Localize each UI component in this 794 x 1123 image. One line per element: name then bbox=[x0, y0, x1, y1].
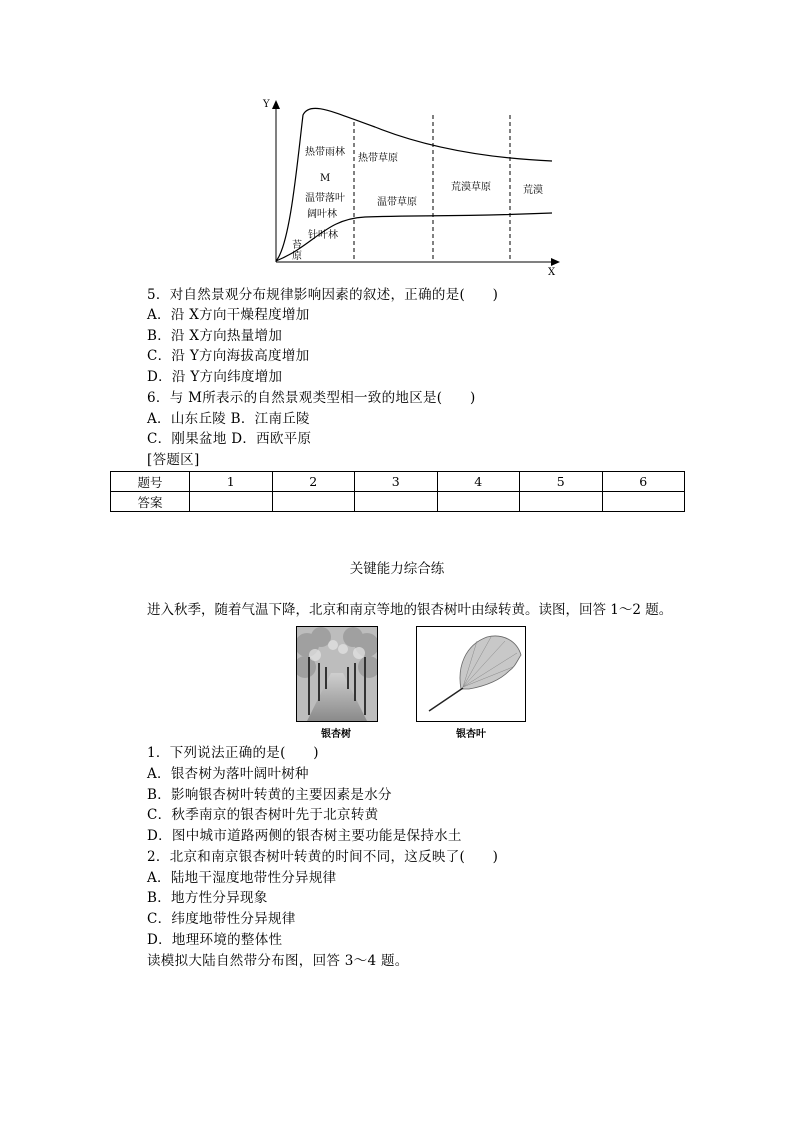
option-1d: D．图中城市道路两侧的银杏树主要功能是保持水土 bbox=[147, 828, 462, 844]
table-number: 4 bbox=[437, 472, 520, 492]
label-temperate-deciduous-2: 阔叶林 bbox=[307, 209, 337, 220]
label-desert-grassland: 荒漠草原 bbox=[451, 182, 491, 193]
answer-area-label: [答题区] bbox=[147, 452, 200, 468]
table-header-label: 题号 bbox=[111, 472, 190, 492]
option-1c: C．秋季南京的银杏树叶先于北京转黄 bbox=[147, 807, 379, 823]
option-6cd: C．刚果盆地 D．西欧平原 bbox=[147, 431, 312, 447]
question-1: 1．下列说法正确的是( ) bbox=[147, 745, 319, 761]
option-1a: A．银杏树为落叶阔叶树种 bbox=[147, 766, 309, 782]
option-6ab: A．山东丘陵 B．江南丘陵 bbox=[147, 411, 310, 427]
natural-zone-diagram bbox=[255, 95, 565, 280]
table-number: 5 bbox=[520, 472, 603, 492]
option-5b: B．沿 X方向热量增加 bbox=[147, 328, 283, 344]
option-2d: D．地理环境的整体性 bbox=[147, 932, 283, 948]
y-axis-arrow bbox=[272, 100, 280, 109]
ginkgo-leaf-photo bbox=[416, 626, 526, 722]
answer-cell[interactable] bbox=[355, 492, 438, 512]
ginkgo-leaf-caption: 银杏叶 bbox=[456, 729, 486, 740]
table-row-numbers bbox=[111, 472, 685, 492]
option-5c: C．沿 Y方向海拔高度增加 bbox=[147, 348, 310, 364]
answer-cell[interactable] bbox=[520, 492, 603, 512]
label-m: M bbox=[320, 173, 331, 184]
question-2: 2．北京和南京银杏树叶转黄的时间不同，这反映了( ) bbox=[147, 849, 499, 865]
label-tropical-grassland: 热带草原 bbox=[358, 153, 398, 164]
label-desert: 荒漠 bbox=[523, 185, 543, 196]
answer-cell[interactable] bbox=[602, 492, 685, 512]
label-temperate-deciduous-1: 温带落叶 bbox=[305, 193, 345, 204]
x-axis-label: X bbox=[548, 267, 556, 278]
x-axis-arrow bbox=[551, 258, 560, 266]
label-tundra-1: 苔 bbox=[292, 240, 302, 251]
table-number: 2 bbox=[272, 472, 355, 492]
label-tropical-rainforest: 热带雨林 bbox=[305, 147, 345, 158]
table-answer-label: 答案 bbox=[111, 492, 190, 512]
option-5d: D．沿 Y方向纬度增加 bbox=[147, 369, 283, 385]
table-number: 6 bbox=[602, 472, 685, 492]
leaf-blade bbox=[460, 636, 521, 689]
answer-table bbox=[110, 471, 685, 512]
answer-cell[interactable] bbox=[272, 492, 355, 512]
question-6: 6．与 M所表示的自然景观类型相一致的地区是( ) bbox=[147, 390, 476, 406]
option-2a: A．陆地干湿度地带性分异规律 bbox=[147, 870, 337, 886]
option-5a: A．沿 X方向干燥程度增加 bbox=[147, 307, 310, 323]
label-tundra-2: 原 bbox=[292, 251, 302, 262]
option-2c: C．纬度地带性分异规律 bbox=[147, 911, 296, 927]
ginkgo-tree-caption: 银杏树 bbox=[321, 729, 351, 740]
table-number: 1 bbox=[190, 472, 273, 492]
option-1b: B．影响银杏树叶转黄的主要因素是水分 bbox=[147, 787, 392, 803]
option-2b: B．地方性分异现象 bbox=[147, 890, 268, 906]
table-number: 3 bbox=[355, 472, 438, 492]
y-axis-label: Y bbox=[263, 99, 270, 110]
table-row-answers bbox=[111, 492, 685, 512]
label-coniferous: 针叶林 bbox=[308, 230, 338, 241]
section-title: 关键能力综合练 bbox=[349, 561, 445, 577]
answer-cell[interactable] bbox=[190, 492, 273, 512]
ginkgo-tree-photo bbox=[296, 626, 378, 722]
answer-cell[interactable] bbox=[437, 492, 520, 512]
question-5: 5．对自然景观分布规律影响因素的叙述，正确的是( ) bbox=[147, 287, 499, 303]
label-temperate-grassland: 温带草原 bbox=[377, 197, 417, 208]
instruction-3-4: 读模拟大陆自然带分布图，回答 3～4 题。 bbox=[147, 953, 409, 969]
leaf-stem bbox=[429, 688, 463, 711]
intro-text: 进入秋季，随着气温下降，北京和南京等地的银杏树叶由绿转黄。读图，回答 1～2 题。 bbox=[147, 602, 673, 618]
